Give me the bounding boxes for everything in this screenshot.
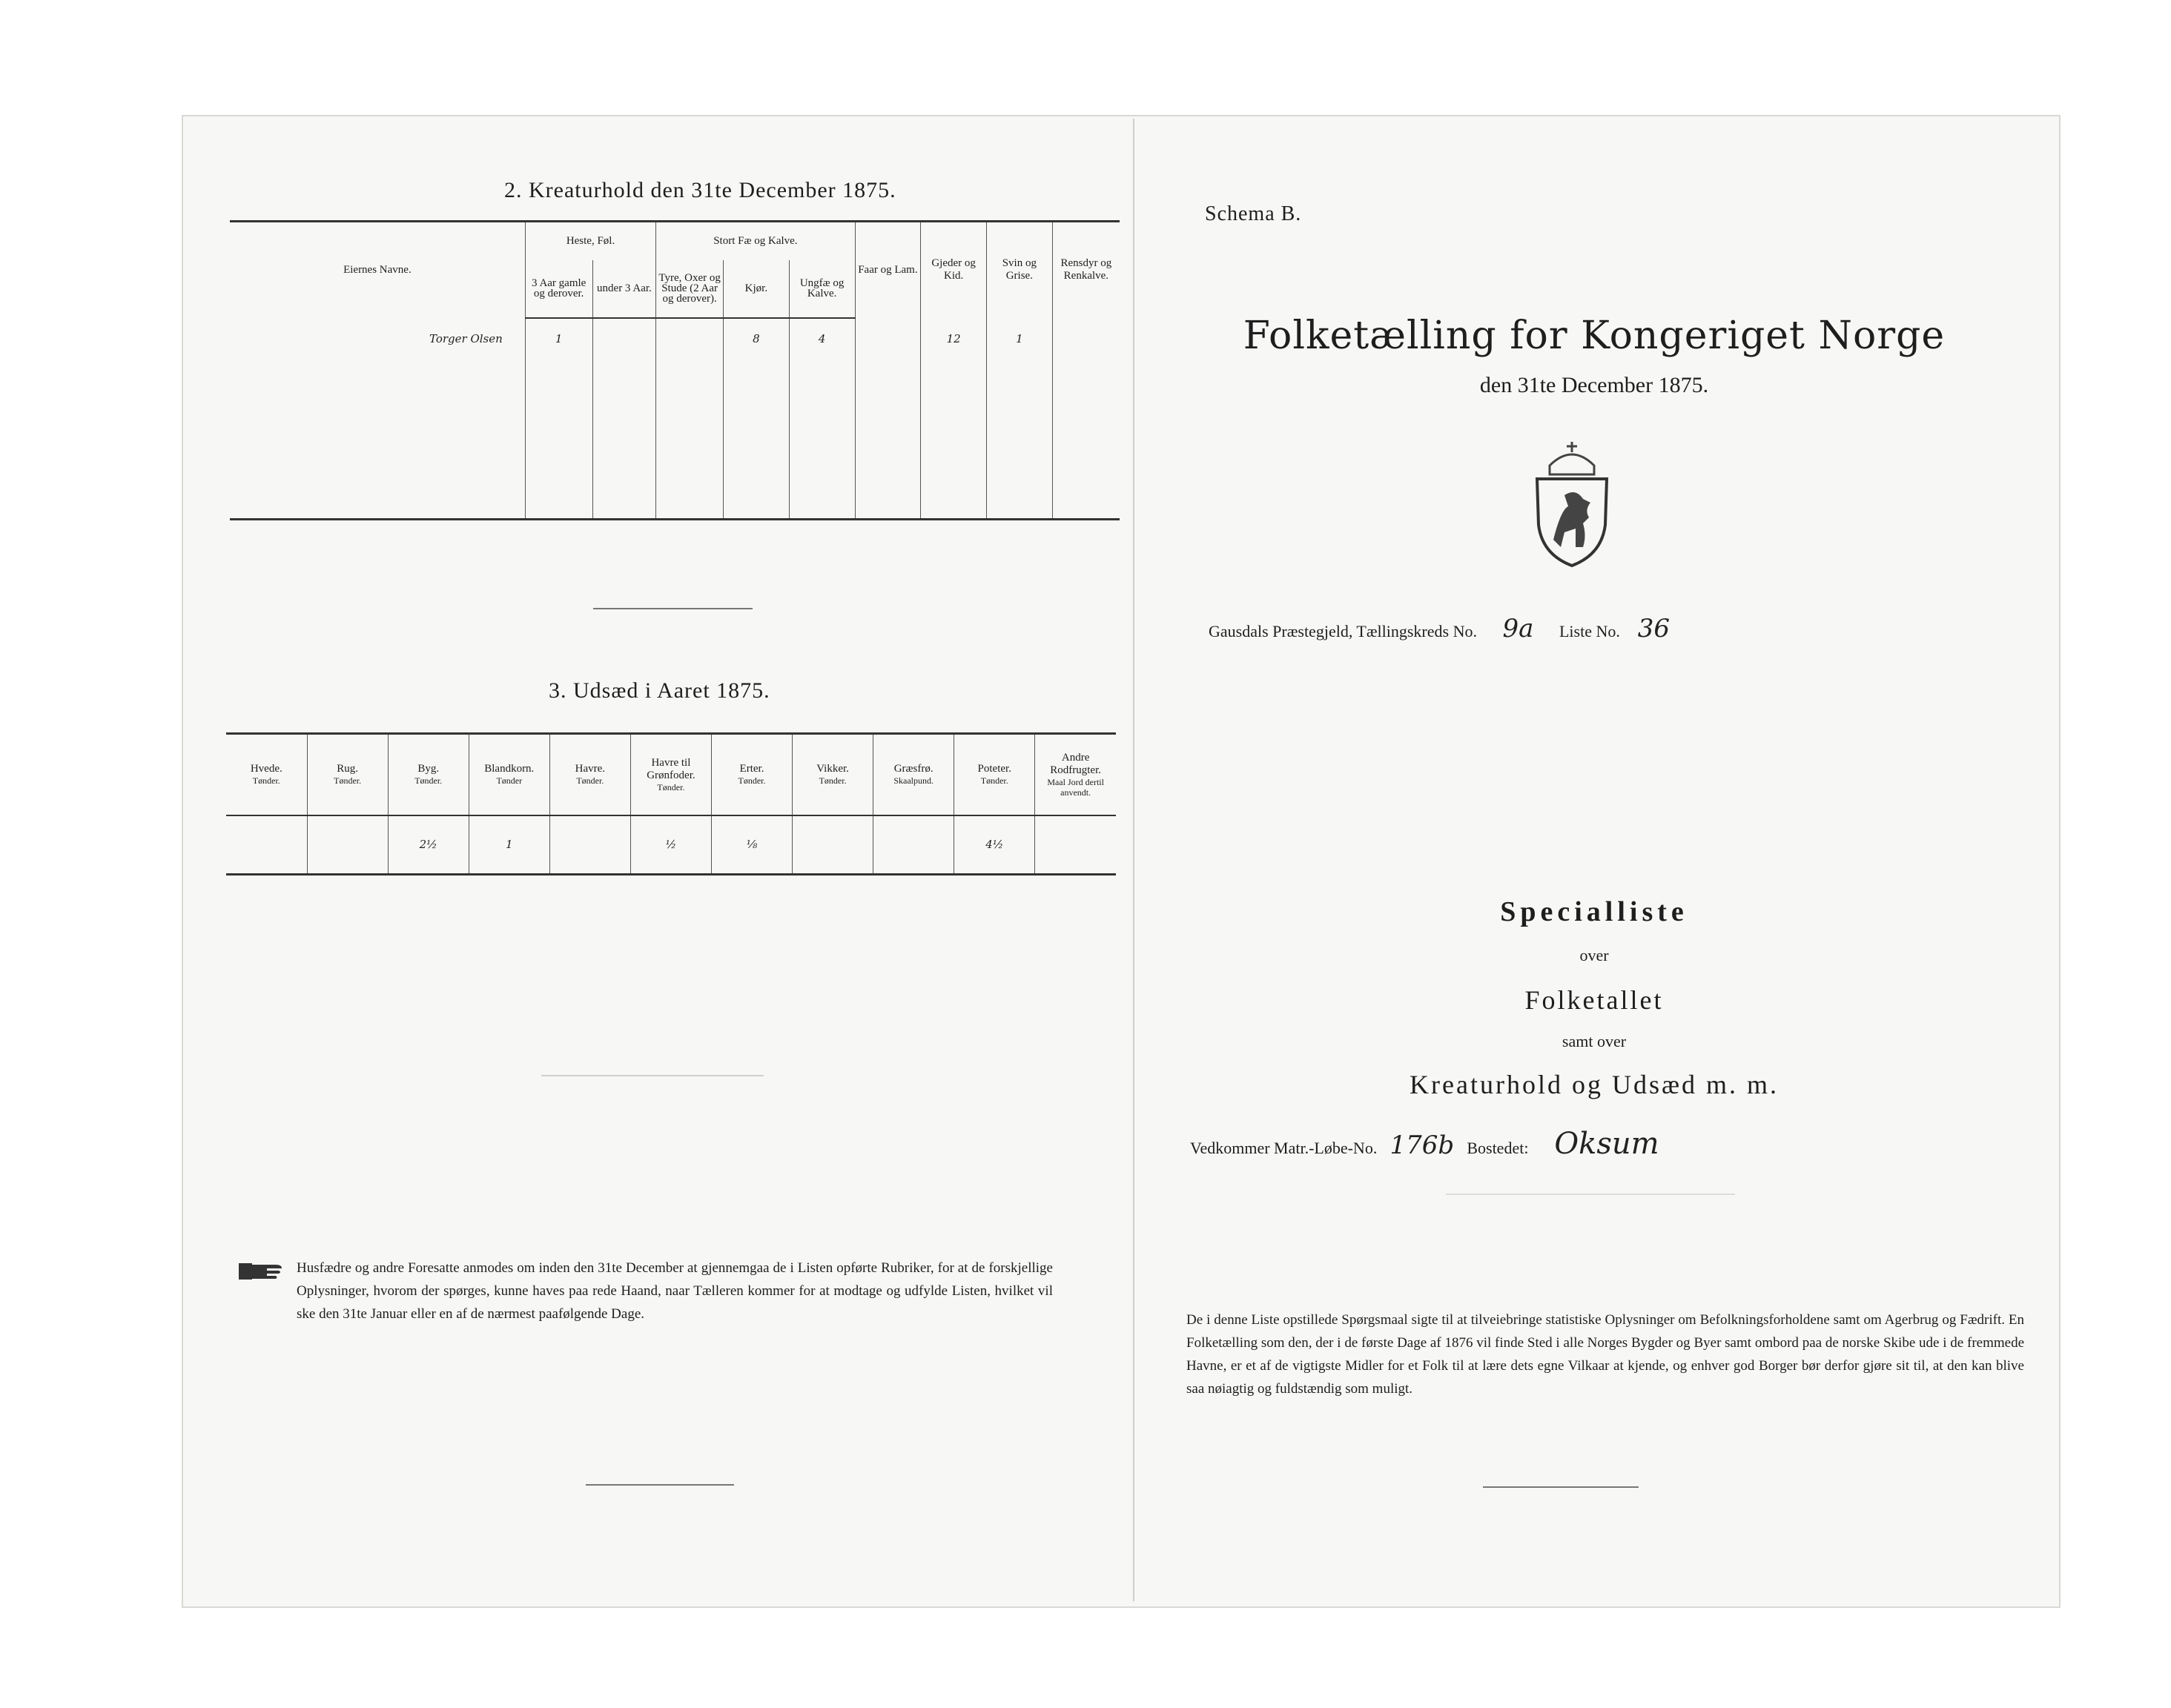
district-line [1209, 614, 2024, 651]
divider-rule [586, 1484, 734, 1486]
livestock-row [230, 318, 1120, 360]
matr-line [1190, 1127, 2006, 1171]
seed-header-oats: Havre. Tønder. [549, 734, 630, 815]
left-page [185, 119, 1133, 1601]
seed-header-wheat: Hvede. Tønder. [226, 734, 307, 815]
seed-value-oats [549, 815, 630, 875]
seed-value-vetch [793, 815, 873, 875]
livestock-row [230, 360, 1120, 400]
seed-value-root-crops [1035, 815, 1116, 875]
header-goats: Gjeder og Kid. [921, 222, 987, 318]
seed-value-peas: ⅛ [711, 815, 792, 875]
seed-header-green-fodder: Havre til Grønfoder. Tønder. [630, 734, 711, 815]
seed-value-wheat [226, 815, 307, 875]
notice-paragraph: Husfædre og andre Foresatte anmodes om inden den 31te December at gjennemgaa de i Listen opførte Rubriker, for at de forskjellige Oplysninger, hvorom der spørges, kunne haves paa rede Haand, naar Tælleren kommer for at modtage og udfylde Listen, hvilket vil ske den 31te Januar eller en af de nærmest paafølgende Dage. [297, 1260, 1053, 1322]
seed-row [226, 815, 1116, 875]
seed-header-vetch: Vikker. Tønder. [793, 734, 873, 815]
seed-title: 3. Udsæd i Aaret 1875. [549, 678, 770, 703]
header-cows: Kjør. [724, 260, 790, 318]
header-owner: Eiernes Navne. [230, 222, 525, 318]
cell-cows: 8 [724, 318, 790, 360]
bosted-label: Bostedet: [1467, 1139, 1529, 1157]
header-cattle: Stort Fæ og Kalve. [656, 222, 855, 260]
explanation-paragraph: De i denne Liste opstillede Spørgsmaal sigte til at tilveiebringe statistiske Oplysninger om Befolkningsforholdene samt om Agerbrug og Fædrift. En Folketælling som den, der i de første Dage af 1876 vil finde Sted i alle Norges Bygder og Byer samt ombord paa de norske Skibe ude i de fremmede Havne, er et af de vigtigste Midler for et Folk til at lære dets egne Vilkaar at kjende, og enhver god Borger bør derfor gjøre sit til, at den kan blive saa nøiagtig og fuldstændig som muligt. [1186, 1312, 2024, 1397]
matr-value: 176b [1389, 1131, 1455, 1160]
livestock-body [230, 318, 1120, 520]
cell-horses-young [592, 318, 656, 360]
cell-calves: 4 [789, 318, 855, 360]
seed-value-green-fodder: ½ [630, 815, 711, 875]
cell-sheep [855, 318, 921, 360]
seed-table [226, 732, 1116, 875]
seed-value-barley: 2½ [388, 815, 469, 875]
seed-value-mixed-grain: 1 [469, 815, 549, 875]
livestock-seed-heading: Kreaturhold og Udsæd m. m. [1410, 1070, 1779, 1099]
owner-name: Torger Olsen [230, 318, 525, 360]
seed-header-rye: Rug. Tønder. [307, 734, 388, 815]
seed-value-potatoes: 4½ [954, 815, 1035, 875]
header-horses-old: 3 Aar gamle og derover. [525, 260, 592, 318]
seed-value-grass-seed [873, 815, 954, 875]
pointing-hand-icon [237, 1259, 289, 1284]
header-pigs: Svin og Grise. [986, 222, 1052, 318]
divider-rule [593, 608, 753, 609]
cell-reindeer [1052, 318, 1120, 360]
divider-rule [1483, 1486, 1639, 1488]
seed-value-rye [307, 815, 388, 875]
over-text: over [1579, 946, 1609, 964]
header-horses-young: under 3 Aar. [592, 260, 656, 318]
divider-rule [541, 1075, 764, 1076]
schema-label: Schema B. [1205, 202, 1302, 225]
coat-of-arms-icon [1531, 436, 1613, 569]
livestock-row [230, 400, 1120, 440]
header-bulls: Tyre, Oxer og Stude (2 Aar og derover). [656, 260, 724, 318]
right-page [1134, 119, 2054, 1601]
livestock-table [230, 220, 1120, 520]
list-value: 36 [1637, 614, 1670, 643]
samt-over-text: samt over [1562, 1032, 1627, 1050]
seed-header-potatoes: Poteter. Tønder. [954, 734, 1035, 815]
cell-bulls [656, 318, 724, 360]
cell-horses-old: 1 [525, 318, 592, 360]
seed-header-barley: Byg. Tønder. [388, 734, 469, 815]
livestock-row [230, 440, 1120, 480]
cell-goats: 12 [921, 318, 987, 360]
header-horses: Heste, Føl. [525, 222, 655, 260]
census-date: den 31te December 1875. [1479, 373, 1709, 397]
special-list-heading: Specialliste [1500, 896, 1688, 927]
folketallet-heading: Folketallet [1524, 985, 1664, 1015]
matr-label: Vedkommer Matr.-Løbe-No. [1190, 1139, 1378, 1157]
cell-pigs: 1 [986, 318, 1052, 360]
district-value: 9a [1502, 614, 1534, 643]
livestock-title: 2. Kreaturhold den 31te December 1875. [504, 178, 896, 202]
seed-header-root-crops: Andre Rodfrugter. Maal Jord dertil anvendt. [1035, 734, 1116, 815]
seed-header-mixed-grain: Blandkorn. Tønder [469, 734, 549, 815]
header-sheep: Faar og Lam. [855, 222, 921, 318]
livestock-row [230, 480, 1120, 520]
header-reindeer: Rensdyr og Renkalve. [1052, 222, 1120, 318]
header-calves: Ungfæ og Kalve. [789, 260, 855, 318]
seed-header-grass-seed: Græsfrø. Skaalpund. [873, 734, 954, 815]
seed-header-peas: Erter. Tønder. [711, 734, 792, 815]
district-label: Gausdals Præstegjeld, Tællingskreds No. [1209, 622, 1477, 640]
list-label: Liste No. [1559, 622, 1620, 640]
bosted-value: Oksum [1554, 1127, 1659, 1161]
divider-rule [1446, 1194, 1735, 1195]
main-title: Folketælling for Kongeriget Norge [1243, 314, 1946, 358]
